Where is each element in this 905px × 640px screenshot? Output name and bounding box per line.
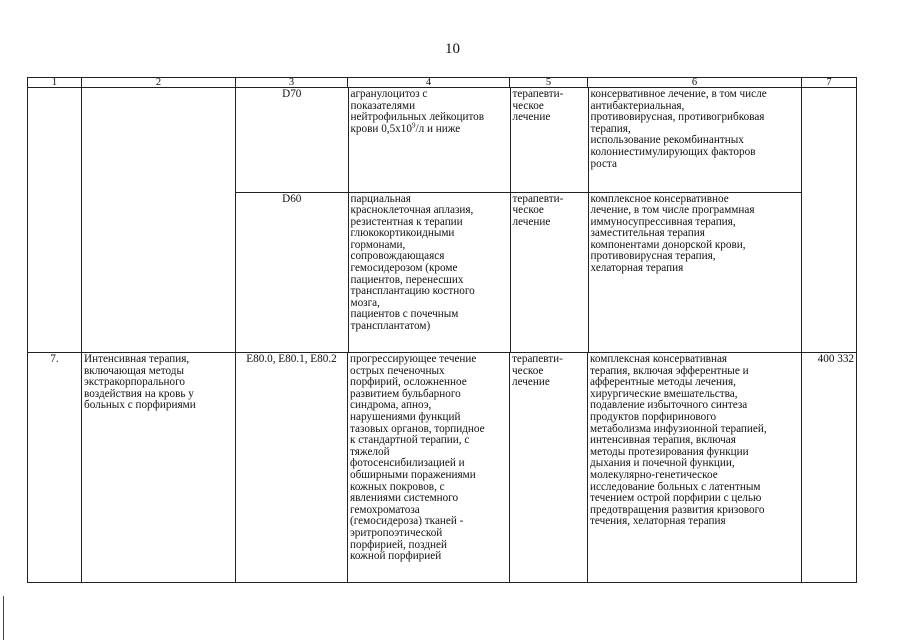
- table-row: [28, 88, 857, 353]
- treatment-type: терапевти- ческое лечение: [510, 88, 588, 192]
- column-number: 7: [802, 78, 857, 88]
- icd-codes: E80.0, E80.1, E80.2: [236, 353, 348, 583]
- column-number: 6: [588, 78, 802, 88]
- icd-code: D60: [236, 192, 348, 352]
- column-number: 4: [348, 78, 510, 88]
- cost-cell: [802, 88, 857, 353]
- subrows-table: [236, 88, 802, 352]
- column-number: 2: [82, 78, 236, 88]
- treatment-type: терапевти- ческое лечение: [510, 353, 588, 583]
- page-number: 10: [445, 41, 460, 57]
- procedure-name-cell: [82, 88, 236, 353]
- condition-text: агранулоцитоз с показателями нейтрофильных лейкоцитов крови 0,5х10: [350, 88, 485, 135]
- patient-condition: прогрессирующее течение острых печеночных порфирий, осложненное развитием бульбарного синдрома, апноэ, нарушениями функций тазовых органов, торпидное к стандартной терапии, с тяжелой фотосенсибилизацией и обширными поражениями кожных покровов, с явлениями системного гемохроматоза (гемосидероза) тканей - эритропоэтической порфирией, поздней кожной порфирией: [348, 353, 510, 583]
- row-number-cell: [28, 88, 82, 353]
- subrow-d70: [236, 88, 802, 192]
- patient-condition: парциальная красноклеточная аплазия, резистентная к терапии глюкокортикоидными гормонами, сопровождающаяся гемосидерозом (кроме пациентов, перенесших трансплантацию костного мозга, пациентов с почечным трансплантатом): [348, 192, 510, 352]
- icd-code: D70: [236, 88, 348, 192]
- treatment-type: терапевти- ческое лечение: [510, 192, 588, 352]
- treatment-method: консервативное лечение, в том числе антибактериальная, противовирусная, противогрибковая терапия, использование рекомбинантных колониестимулирующих факторов роста: [588, 88, 802, 192]
- cost-value: 400 332: [802, 353, 857, 583]
- column-number: 5: [510, 78, 588, 88]
- table-row: [28, 353, 857, 583]
- condition-exponent: 9: [411, 121, 416, 130]
- column-number-row: [28, 78, 857, 88]
- column-number: 3: [236, 78, 348, 88]
- patient-condition: [348, 88, 510, 192]
- subrow-d60: [236, 192, 802, 352]
- margin-line: [3, 596, 4, 640]
- row-number: 7.: [28, 353, 82, 583]
- subrows-cell: [236, 88, 802, 353]
- condition-text-tail: /л и ниже: [415, 122, 461, 135]
- treatment-method: комплексная консервативная терапия, включая эфферентные и афферентные методы лечения, хирургические вмешательства, подавление избыточного синтеза продуктов порфиринового метаболизма инфузионной терапией, интенсивная терапия, включая методы протезирования функции дыхания и почечной функции, молекулярно-генетическое исследование больных с латентным течением острой порфирии с целью предотвращения развития кризового течения, хелаторная терапия: [588, 353, 802, 583]
- procedure-name: Интенсивная терапия, включающая методы экстракорпорального воздействия на кровь у больных с порфириями: [82, 353, 236, 583]
- treatment-method: комплексное консервативное лечение, в том числе программная иммуносупрессивная терапия, заместительная терапия компонентами донорской крови, противовирусная терапия, хелаторная терапия: [590, 192, 755, 275]
- medical-care-table: [27, 77, 857, 583]
- column-number: 1: [28, 78, 82, 88]
